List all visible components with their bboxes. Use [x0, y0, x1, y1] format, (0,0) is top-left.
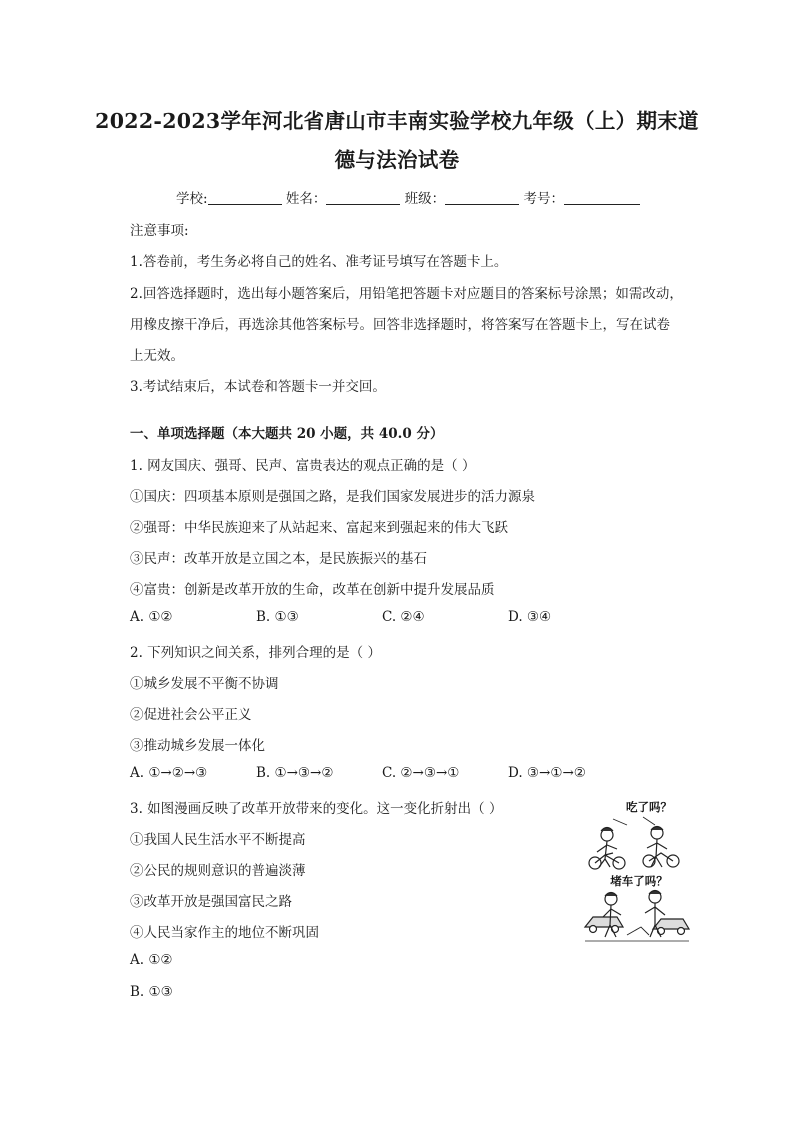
question-3-statement: ②公民的规则意识的普遍淡薄 — [130, 863, 306, 879]
question-1-stem: 1. 网友国庆、强哥、民声、富贵表达的观点正确的是（ ） — [130, 458, 476, 474]
option-a: A. ①→②→③ — [130, 765, 208, 781]
question-2-stem: 2. 下列知识之间关系，排列合理的是（ ） — [130, 645, 381, 661]
question-3-statement: ①我国人民生活水平不断提高 — [130, 832, 306, 848]
question-2-statement: ③推动城乡发展一体化 — [130, 738, 265, 754]
name-blank — [326, 190, 400, 205]
question-2-statement: ②促进社会公平正义 — [130, 707, 252, 723]
option-d: D. ③④ — [508, 609, 552, 625]
notice-item: 2.回答选择题时，选出每小题答案后，用铅笔把答题卡对应题目的答案标号涂黑；如需改动， — [130, 286, 683, 302]
cartoon-bottom-scene — [585, 891, 689, 942]
student-info-row — [176, 187, 640, 207]
question-1-statement: ③民声：改革开放是立国之本，是民族振兴的基石 — [130, 551, 427, 567]
class-label: 班级： — [404, 191, 446, 207]
notice-item: 上无效。 — [130, 348, 184, 364]
section-heading: 一、单项选择题（本大题共 20 小题，共 40.0 分） — [130, 426, 444, 442]
cartoon-caption-bottom: 堵车了吗？ — [610, 874, 668, 888]
notice-item: 1.答卷前，考生务必将自己的姓名、准考证号填写在答题卡上。 — [130, 254, 508, 270]
school-blank — [208, 190, 282, 205]
notice-item: 3.考试结束后，本试卷和答题卡一并交回。 — [130, 379, 386, 395]
name-label: 姓名： — [285, 191, 327, 207]
question-1-statement: ④富贵：创新是改革开放的生命，改革在创新中提升发展品质 — [130, 582, 495, 598]
exam-number-label: 考号： — [523, 191, 564, 207]
option-c: C. ②→③→① — [382, 765, 460, 781]
cartoon-caption-top: 吃了吗？ — [626, 800, 672, 814]
exam-title-line-1: 2022-2023学年河北省唐山市丰南实验学校九年级（上）期末道 — [95, 109, 699, 133]
question-2-statement: ①城乡发展不平衡不协调 — [130, 676, 279, 692]
school-label: 学校: — [176, 191, 208, 207]
exam-title-line-2: 德与法治试卷 — [334, 148, 460, 172]
question-1-statement: ②强哥：中华民族迎来了从站起来、富起来到强起来的伟大飞跃 — [130, 520, 508, 536]
option-a: A. ①② — [130, 609, 173, 625]
question-3-option-a: A. ①② — [130, 952, 173, 968]
question-3-stem: 3. 如图漫画反映了改革开放带来的变化。这一变化折射出（ ） — [130, 801, 503, 817]
option-c: C. ②④ — [382, 609, 425, 625]
question-3-statement: ④人民当家作主的地位不断巩固 — [130, 925, 319, 941]
exam-number-blank — [564, 190, 640, 205]
notice-item: 用橡皮擦干净后，再选涂其他答案标号。回答非选择题时，将答案写在答题卡上，写在试卷 — [130, 317, 670, 333]
option-b: B. ①→③→② — [256, 765, 334, 781]
class-blank — [445, 190, 519, 205]
notice-heading: 注意事项: — [130, 223, 189, 239]
question-3-option-b: B. ①③ — [130, 984, 173, 1000]
question-1-statement: ①国庆：四项基本原则是强国之路，是我们国家发展进步的活力源泉 — [130, 489, 535, 505]
cartoon-top-scene — [589, 817, 679, 869]
question-3-statement: ③改革开放是强国富民之路 — [130, 894, 292, 910]
reform-cartoon-image — [583, 797, 691, 944]
option-d: D. ③→①→② — [508, 765, 586, 781]
option-b: B. ①③ — [256, 609, 299, 625]
